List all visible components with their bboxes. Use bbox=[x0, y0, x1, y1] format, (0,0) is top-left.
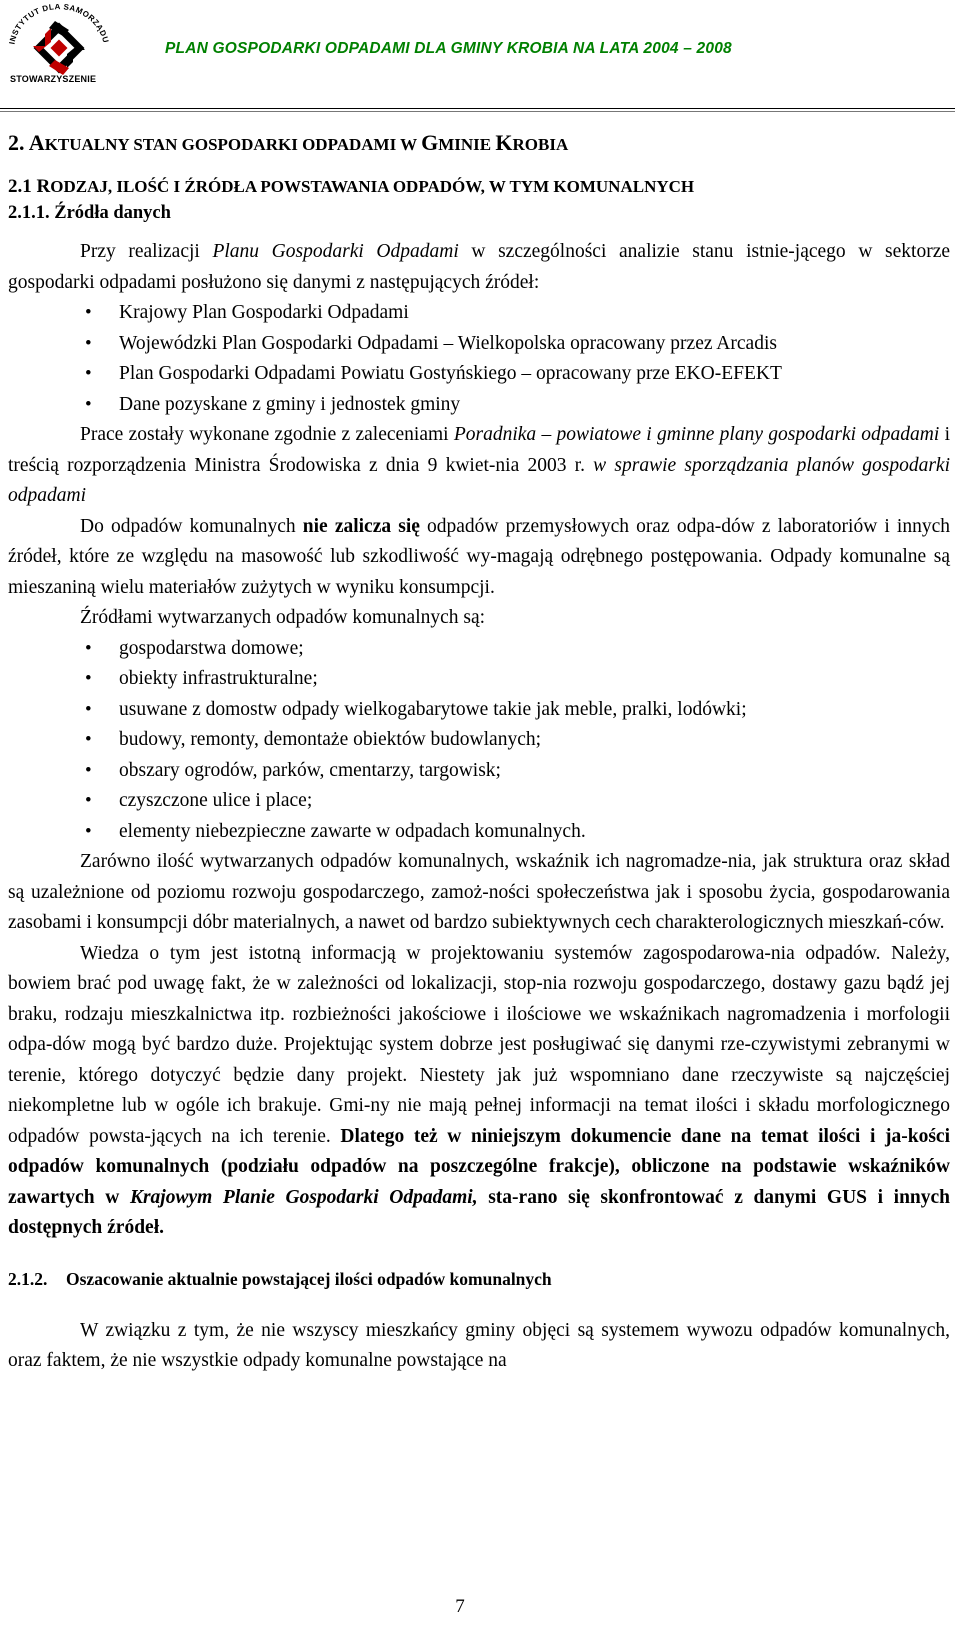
text-run: Wiedza o tym jest istotną informacją w projektowaniu systemów zagospodarowa-nia odpadów. Należy, bowiem brać pod uwagę fakt, że w zależności od lokalizacji, stop-nia rozwoju gospodarczego, dostawy gazu bądź jej braku, rodzaju mieszkalnictwa itp. rozbieżności jakościowe i ilościowe we wskaźnikach nagromadzenia i morfologii odpa-dów mogą być bardzo duże. Projektując system dobrze jest posługiwać się danymi rze-czywistymi zebranymi w terenie, którego dotyczyć będzie dany projekt. Niestety jak już wspomniano dane rzeczywiste są najczęściej niekompletne lub w ogóle ich brakuje. Gmi-ny nie mają pełnej informacji na temat ilości i składu morfologicznego odpadów powsta-jących na ich terenie. bbox=[8, 942, 950, 1147]
chapter-heading-part: KTUALNY STAN GOSPODARKI ODPADAMI W bbox=[44, 135, 422, 154]
chapter-heading-part: K bbox=[495, 130, 513, 155]
list-item: • Dane pozyskane z gminy i jednostek gminy bbox=[8, 390, 950, 421]
subsection-number: 2.1.2. bbox=[8, 1268, 48, 1289]
paragraph-guidelines bbox=[8, 420, 950, 512]
subsection-title: Oszacowanie aktualnie powstającej ilości odpadów komunalnych bbox=[66, 1268, 552, 1289]
page-body bbox=[8, 128, 950, 1377]
text-run-italic: Poradnika – powiatowe i gminne plany gospodarki odpadami bbox=[453, 424, 940, 445]
paragraph-data-sources bbox=[8, 237, 950, 298]
paragraph-knowledge bbox=[8, 939, 950, 1244]
paragraph-exclusions bbox=[8, 512, 950, 604]
page-header bbox=[0, 0, 960, 110]
paragraph-estimate: W związku z tym, że nie wszyscy mieszkańcy gminy objęci są systemem wywozu odpadów komunalnych, oraz faktem, że nie wszystkie odpady komunalne powstające na bbox=[8, 1319, 950, 1371]
header-divider-shadow bbox=[0, 111, 955, 112]
text-run-bold-italic: Krajowym Planie Gospodarki Odpadami, bbox=[129, 1186, 478, 1208]
text-run: Przy realizacji bbox=[80, 241, 213, 262]
list-item: • elementy niebezpieczne zawarte w odpadach komunalnych. bbox=[8, 817, 950, 848]
list-item: • Plan Gospodarki Odpadami Powiatu Gostyńskiego – opracowany prze EKO-EFEKT bbox=[8, 359, 950, 390]
subsection-heading: 2.1.1. Źródła danych bbox=[8, 203, 171, 223]
header-divider bbox=[0, 108, 955, 109]
logo-caption: STOWARZYSZENIE bbox=[10, 74, 97, 84]
chapter-heading bbox=[8, 128, 950, 160]
waste-sources-list bbox=[8, 634, 950, 848]
chapter-heading-part: 2. A bbox=[8, 130, 45, 155]
list-item: • usuwane z domostw odpady wielkogabarytowe takie jak meble, pralki, lodówki; bbox=[8, 695, 950, 726]
chapter-heading-part: ROBIA bbox=[512, 135, 569, 154]
page-number: 7 bbox=[455, 1596, 465, 1617]
text-run: odpadów przemysłowych oraz odpa-dów z laboratoriów i innych źródeł, które ze względu na masowość lub szkodliwość wy-magają odrębnego postępowania. Odpady komunalne są mieszaniną wielu materiałów zużytych w wyniku konsumpcji. bbox=[8, 515, 951, 598]
chapter-heading-part: MINIE bbox=[438, 135, 496, 154]
text-run-bold: nie zalicza się bbox=[302, 515, 420, 537]
list-item: • budowy, remonty, demontaże obiektów budowlanych; bbox=[8, 725, 950, 756]
document-title: PLAN GOSPODARKI ODPADAMI DLA GMINY KROBIA NA LATA 2004 – 2008 bbox=[165, 40, 732, 57]
list-item: • Wojewódzki Plan Gospodarki Odpadami – Wielkopolska opracowany przez Arcadis bbox=[8, 329, 950, 360]
logo-arc-text: INSTYTUT DLA SAMORZĄDU bbox=[7, 4, 111, 45]
text-run-bold: Dlatego też w niniejszym dokumencie dane na temat ilości i ja-kości odpadów komunalnych (podziału odpadów na poszczególne frakcje), obliczone na podstawie wskaźników zawartych w bbox=[8, 1125, 950, 1208]
paragraph-accumulation: Zarówno ilość wytwarzanych odpadów komunalnych, wskaźnik ich nagromadze-nia, jak struktura oraz skład są uzależnione od poziomu rozwoju gospodarczego, zamoż-ności społeczeństwa jak i sposobu życia, gospodarowania zasobami i konsumpcji dóbr materialnych, a nawet od bardzo subiektywnych cech charakterologicznych mieszkań-ców. bbox=[8, 851, 950, 933]
text-run-italic: w sprawie sporządzania planów gospodarki odpadami bbox=[8, 454, 950, 506]
text-run: Prace zostały wykonane zgodnie z zaleceniami bbox=[80, 424, 454, 445]
section-heading bbox=[8, 174, 950, 200]
data-sources-list bbox=[8, 298, 950, 420]
text-run: w szczególności analizie stanu istnie-jącego w sektorze gospodarki odpadami posłużono się danymi z następujących źródeł: bbox=[8, 241, 951, 293]
text-run: Do odpadów komunalnych bbox=[80, 515, 303, 537]
section-heading-part: 2.1 R bbox=[8, 176, 51, 197]
chapter-heading-part: G bbox=[421, 130, 439, 155]
section-heading-part: ODZAJ, ILOŚĆ I ŹRÓDŁA POWSTAWANIA ODPADÓW, W TYM KOMUNALNYCH bbox=[50, 177, 695, 196]
list-item: • Krajowy Plan Gospodarki Odpadami bbox=[8, 298, 950, 329]
paragraph-waste-sources-intro: Źródłami wytwarzanych odpadów komunalnych są: bbox=[80, 607, 486, 628]
list-item: • gospodarstwa domowe; bbox=[8, 634, 950, 665]
list-item: • czyszczone ulice i place; bbox=[8, 786, 950, 817]
list-item: • obszary ogrodów, parków, cmentarzy, targowisk; bbox=[8, 756, 950, 787]
text-run-bold: sta-rano się skonfrontować z danymi GUS i innych dostępnych źródeł. bbox=[8, 1186, 951, 1238]
text-run-italic: Planu Gospodarki Odpadami bbox=[212, 241, 459, 262]
list-item: • obiekty infrastrukturalne; bbox=[8, 664, 950, 695]
subsection-heading-estimate bbox=[8, 1266, 950, 1292]
text-run: i treścią rozporządzenia Ministra Środowiska z dnia 9 kwiet-nia 2003 r. bbox=[8, 424, 950, 476]
